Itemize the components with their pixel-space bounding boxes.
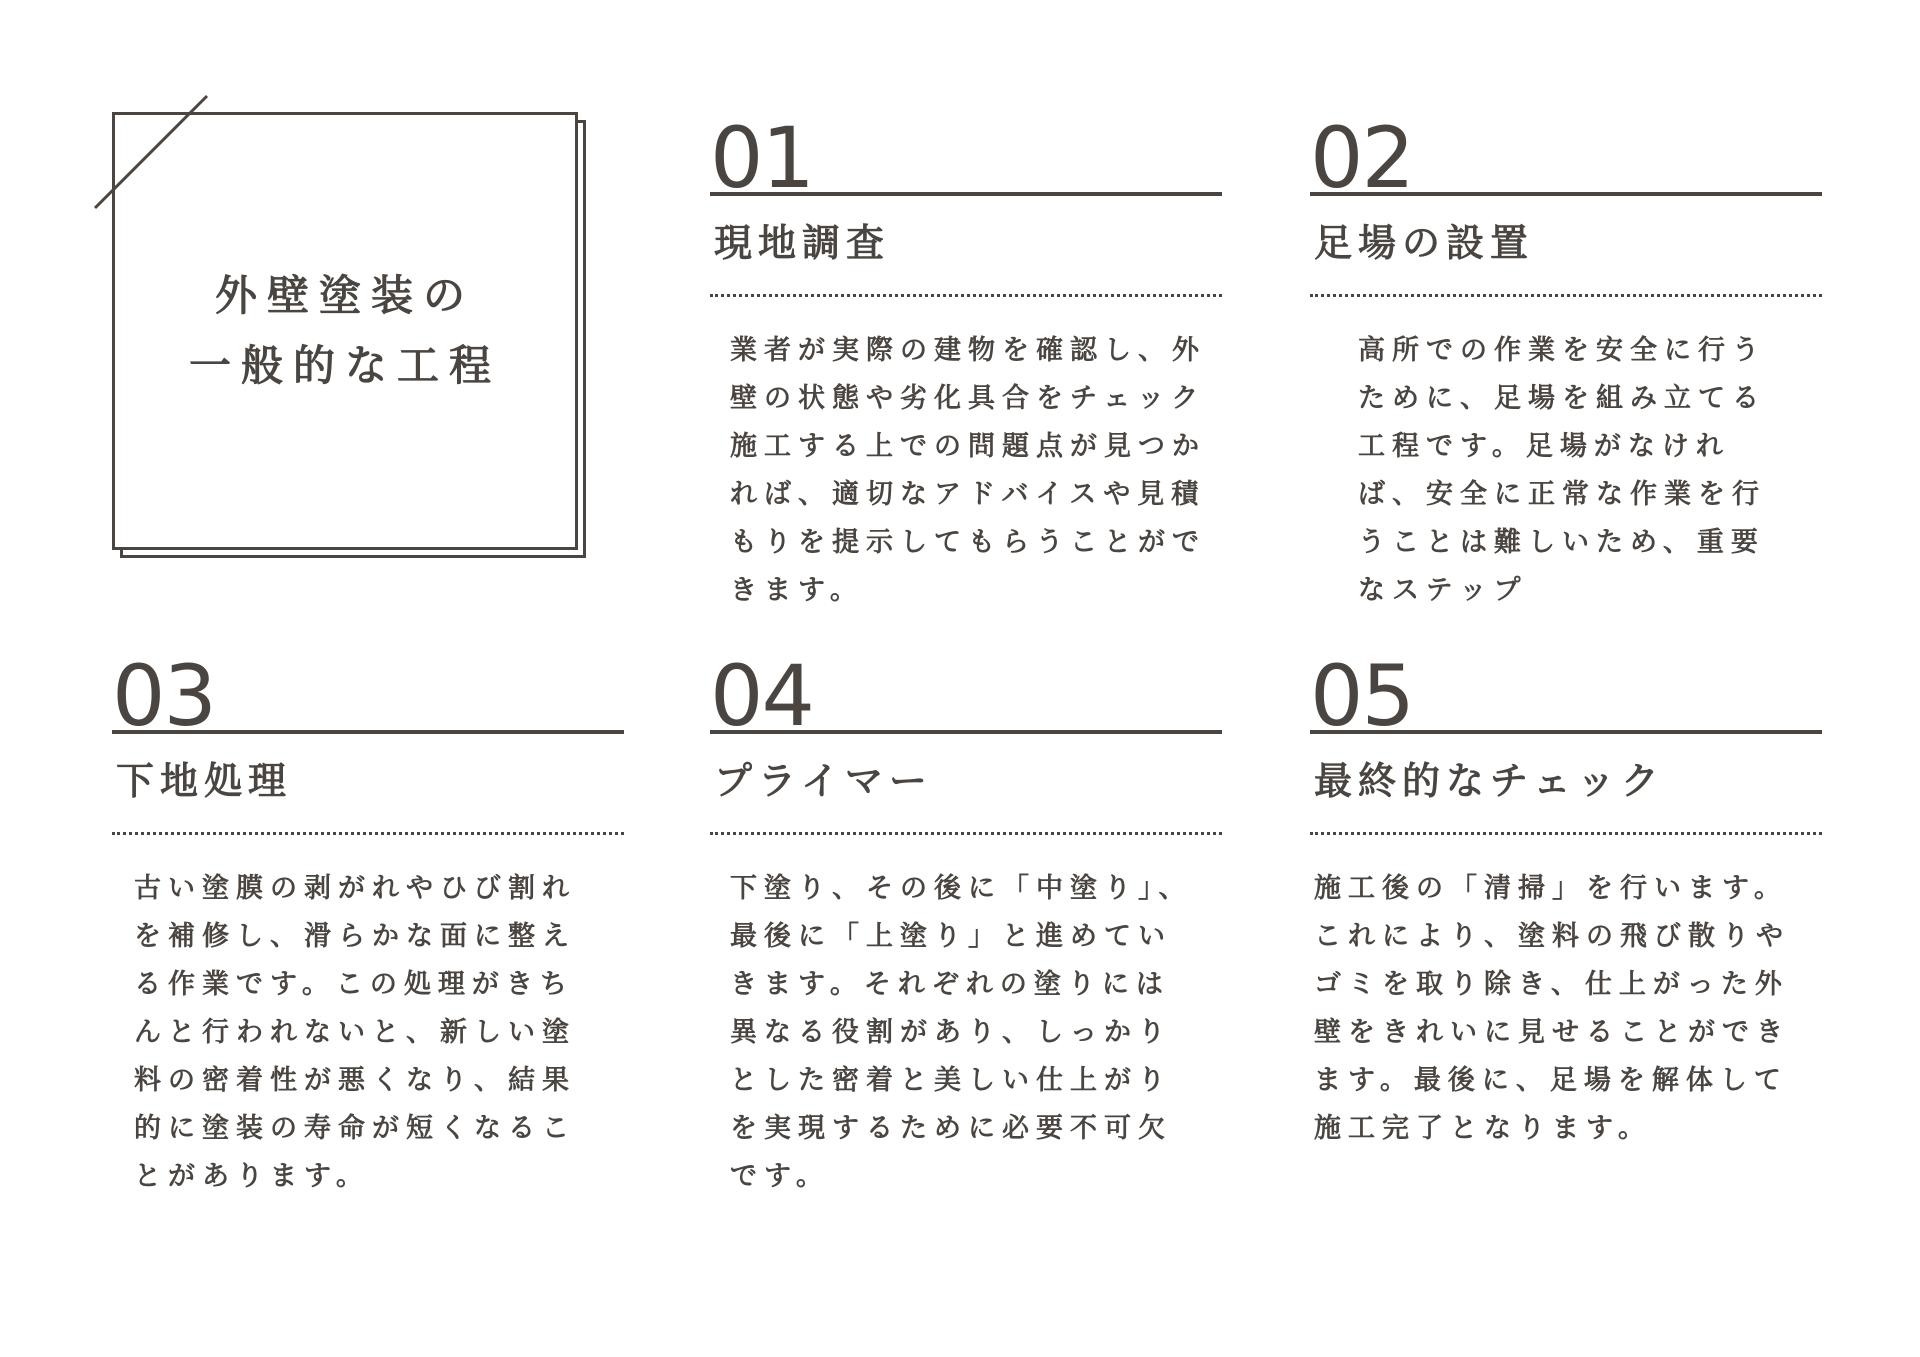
step-number: 05 — [1310, 658, 1413, 730]
step-description: 施工後の「清掃」を行います。 これにより、塗料の飛び散りや ゴミを取り除き、仕上がった外 壁をきれいに見せることができ ます。最後に、足場を解体して 施工完了となります。 — [1314, 873, 1790, 1144]
step-card-02 — [1310, 120, 1822, 615]
step-title: 下地処理 — [116, 759, 293, 803]
step-card-05 — [1310, 658, 1822, 1153]
step-title: 現地調査 — [714, 221, 891, 265]
step-description: 業者が実際の建物を確認し、外 壁の状態や劣化具合をチェック 施工する上での問題点が見つか れば、適切なアドバイスや見積 もりを提示してもらうことがで きます。 — [730, 335, 1206, 606]
step-title: 最終的なチェック — [1314, 759, 1665, 803]
step-description: 下塗り、その後に「中塗り」、 最後に「上塗り」と進めてい きます。それぞれの塗りには 異なる役割があり、しっかり とした密着と美しい仕上がり を実現するために必要不可欠 です。 — [730, 873, 1193, 1192]
step-number: 03 — [112, 658, 215, 730]
title-box — [112, 112, 578, 550]
title-slash-decoration — [0, 0, 1, 1]
step-rule — [710, 192, 1222, 196]
step-dotted-divider — [1310, 832, 1822, 835]
step-dotted-divider — [1310, 294, 1822, 297]
step-card-03 — [112, 658, 624, 1201]
step-description: 古い塗膜の剥がれやひび割れ を補修し、滑らかな面に整え る作業です。この処理がきち んと行われないと、新しい塗 料の密着性が悪くなり、結果 的に塗装の寿命が短くなるこ とがあります。 — [134, 873, 576, 1192]
step-card-01 — [710, 120, 1222, 615]
step-title: プライマー — [714, 759, 933, 803]
step-rule — [710, 730, 1222, 734]
step-card-04 — [710, 658, 1222, 1201]
step-dotted-divider — [710, 294, 1222, 297]
step-rule — [112, 730, 624, 734]
title-line-2: 一般的な工程 — [188, 341, 501, 390]
step-number: 01 — [710, 120, 813, 192]
step-rule — [1310, 730, 1822, 734]
step-dotted-divider — [112, 832, 624, 835]
step-title: 足場の設置 — [1314, 221, 1535, 265]
step-number: 02 — [1310, 120, 1413, 192]
step-number: 04 — [710, 658, 813, 730]
step-rule — [1310, 192, 1822, 196]
title-line-1: 外壁塗装の — [214, 271, 475, 320]
step-dotted-divider — [710, 832, 1222, 835]
step-description: 高所での作業を安全に行う ために、足場を組み立てる 工程です。足場がなけれ ば、安全に正常な作業を行 うことは難しいため、重要 なステップ — [1358, 335, 1766, 606]
